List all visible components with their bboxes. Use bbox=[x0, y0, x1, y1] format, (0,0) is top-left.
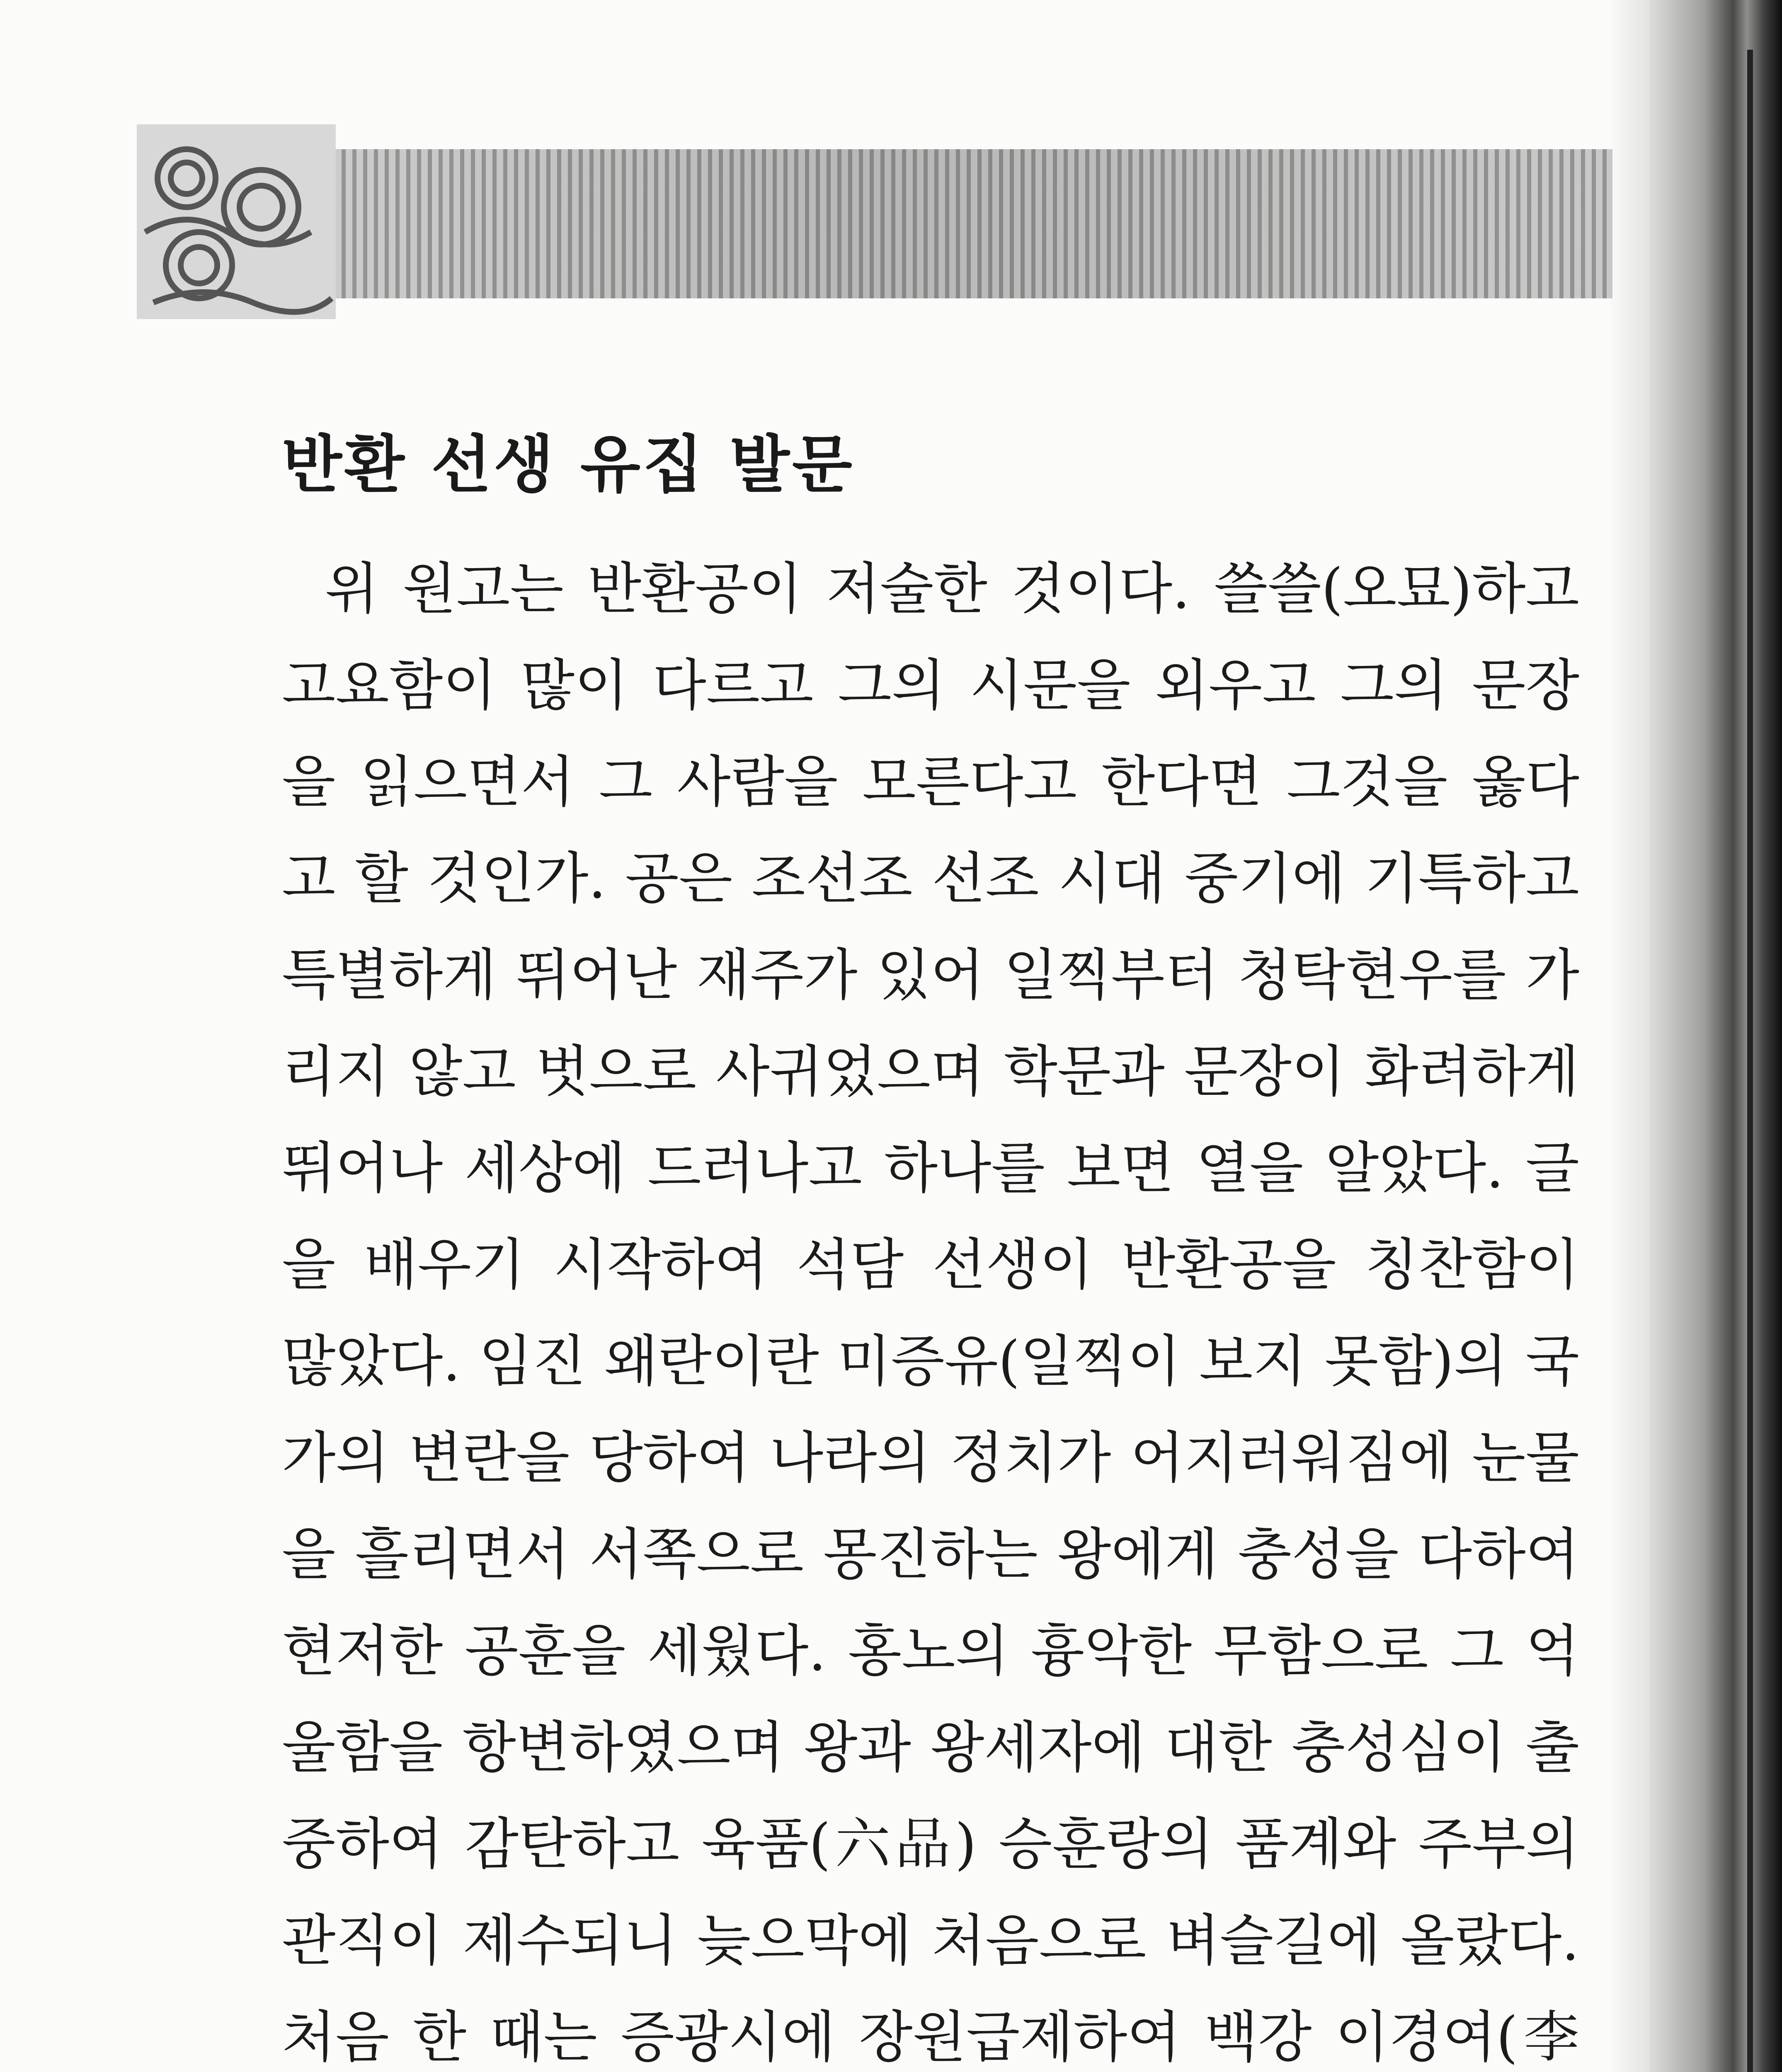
paragraph: 위 원고는 반환공이 저술한 것이다. 쓸쓸(오묘)하고 고요함이 많이 다르고 그의 시문을 외우고 그의 문장을 읽으면서 그 사람을 모른다고 한다면 그것을 옳다고 할 것인가. 공은 조선조 선조 시대 중기에 기특하고 특별하게 뛰어난 재주가 있어 일찍부터 청탁현우를 가리지 않고 벗으로 사귀었으며 학문과 문장이 화려하게 뛰어나 세상에 드러나고 하나를 보면 열을 알았다. 글을 배우기 시작하여 석담 선생이 반환공을 칭찬함이 많았다. 임진 왜란이란 미증유(일찍이 보지 못함)의 국가의 변란을 당하여 나라의 정치가 어지러워짐에 눈물을 흘리면서 서쪽으로 몽진하는 왕에게 충성을 다하여 현저한 공훈을 세웠다. 홍노의 흉악한 무함으로 그 억울함을 항변하였으며 왕과 왕세자에 대한 충성심이 출중하여 감탄하고 육품(六品) 승훈랑의 품계와 주부의 관직이 제수되니 늦으막에 처음으로 벼슬길에 올랐다. 처음 한 때는 증광시에 장원급제하여 백강 이경여(李 bbox=[282, 557, 1579, 2070]
decorative-header-band bbox=[137, 149, 1612, 298]
page-title: 반환 선생 유집 발문 bbox=[282, 429, 855, 501]
book-binding-gutter bbox=[1608, 0, 1782, 2072]
body-text bbox=[282, 541, 1579, 2072]
cloud-pattern-icon bbox=[137, 124, 336, 319]
binding-edge-line bbox=[1747, 50, 1753, 2072]
